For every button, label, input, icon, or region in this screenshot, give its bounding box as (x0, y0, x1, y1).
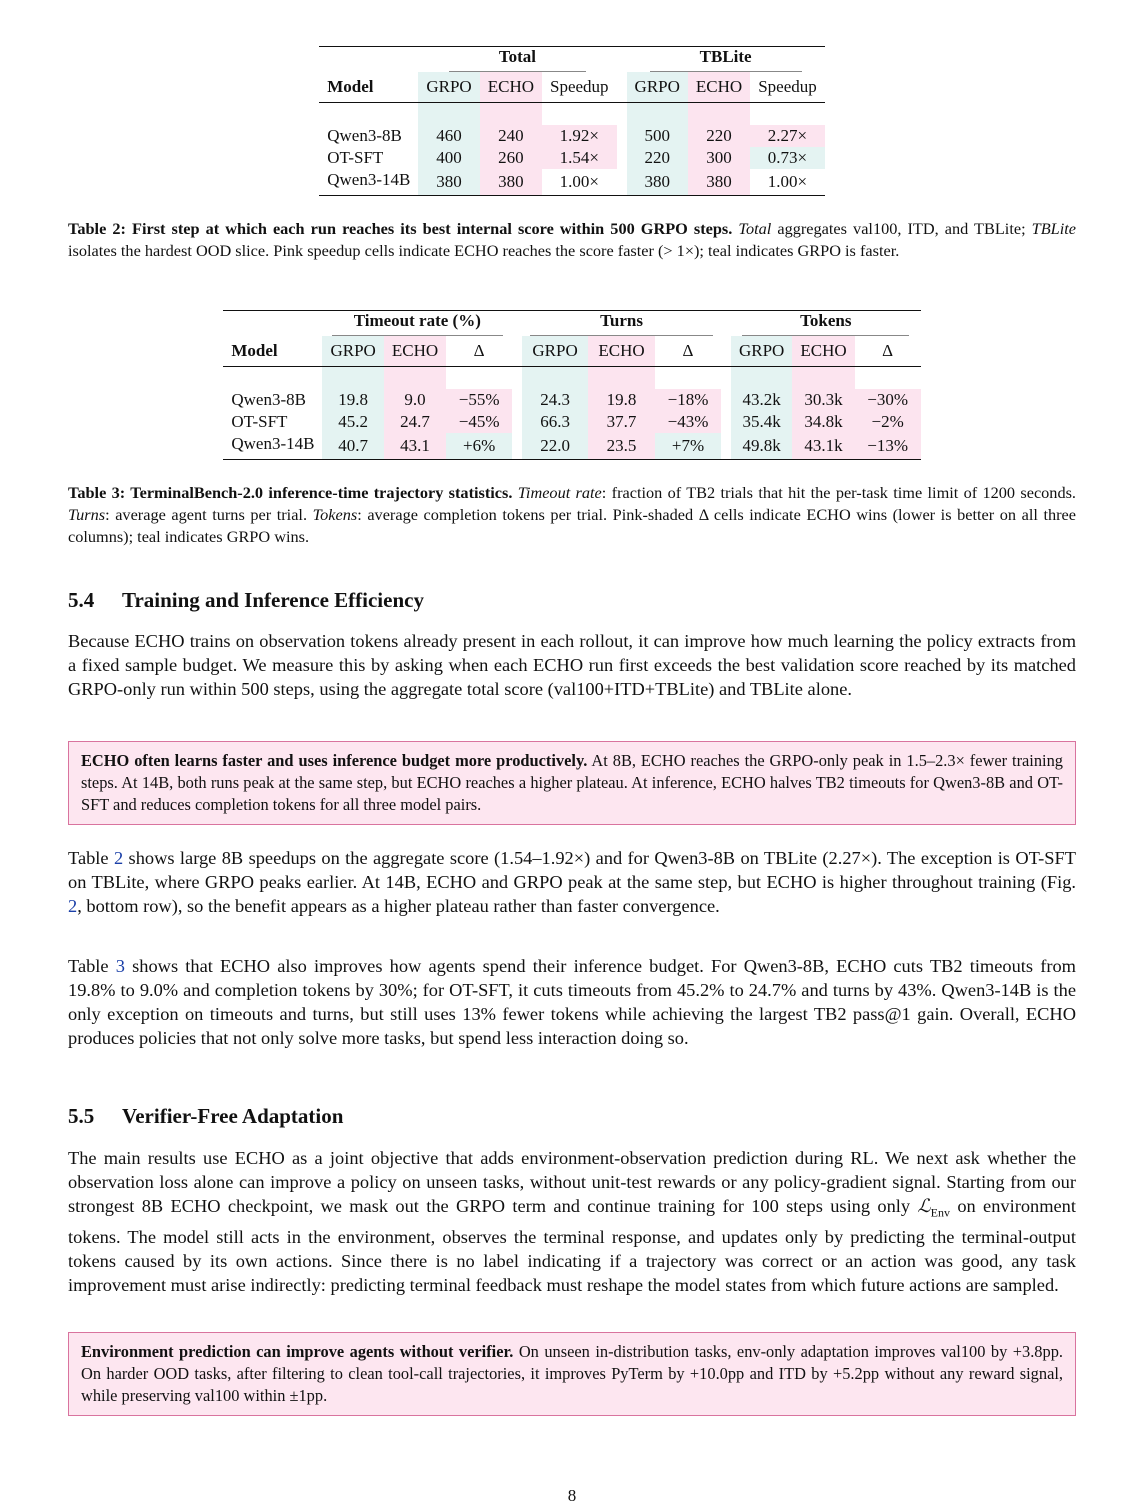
table-row: Qwen3-14B 380 380 1.00× 380 380 1.00× (319, 169, 824, 196)
table-3-col-model: Model (231, 341, 278, 360)
section-5-4-paragraph-2: Table 2 shows large 8B speedups on the aggregate score (1.54–1.92×) and for Qwen3-8B on TBLite (2.27×). The exception is OT-SFT on TBLite, where GRPO peaks earlier. At 14B, ECHO and GRPO peak at the same step, but ECHO is higher throughout training (Fig. 2, bottom row), so the benefit appears as a higher plateau rather than faster convergence. (68, 848, 1076, 916)
table-2-grid (319, 46, 824, 196)
table-3 (68, 310, 1076, 460)
table-3-group-turns: Turns (530, 311, 713, 336)
page-number: 8 (567, 1486, 577, 1505)
table-row: Qwen3-14B 40.7 43.1 +6% 22.0 23.5 +7% 49.8k 43.1k −13% (223, 433, 920, 460)
table-2-caption: Table 2: First step at which each run reaches its best internal score within 500 GRPO steps. Total aggregates val100, ITD, and TBLite; TBLite isolates the hardest OOD slice. Pink speedup cells indicate ECHO reaches the score faster (> 1×); teal indicates GRPO is faster. (68, 219, 1077, 260)
table-2-col-echo: ECHO (480, 72, 542, 103)
section-5-5-heading: 5.5 Verifier-Free Adaptation (68, 1104, 344, 1128)
table-2 (68, 46, 1076, 196)
table-3-grid: Timeout rate (%) Turns Tokens Model GRPO ECHO Δ GRPO ECHO Δ GRPO ECHO Δ Qwen3-8B 19.8 9.0 −55% 24.3 19.8 −18% 43.2k 30.3k −30% OT-SFT 45.2 24.7 −45% 66.3 37.7 −43% 35.4k 34.8k −2% Qwen3-14B 40.7 43.1 +6% 22.0 23.5 +7% 49.8k 43.1k −13% (223, 310, 920, 460)
table-row: OT-SFT 45.2 24.7 −45% 66.3 37.7 −43% 35.4k 34.8k −2% (223, 411, 920, 433)
figure-2-link[interactable]: 2 (68, 896, 78, 916)
table-2-group-tblite: TBLite (650, 47, 802, 72)
table-2-group-total: Total (449, 47, 586, 72)
table-2-link[interactable]: 2 (113, 848, 124, 868)
table-3-link[interactable]: 3 (115, 956, 125, 976)
table-2-col-speedup: Speedup (550, 77, 609, 96)
section-5-4-heading: 5.4 Training and Inference Efficiency (68, 588, 424, 612)
table-2-col-echo: ECHO (688, 72, 750, 103)
section-5-4-paragraph-1: Because ECHO trains on observation tokens already present in each rollout, it can improve how much learning the policy extracts from a fixed sample budget. We measure this by asking when each ECHO run first exceeds the best validation score reached by its matched GRPO-only run within 500 steps, using the aggregate total score (val100+ITD+TBLite) and TBLite alone. (68, 631, 1076, 699)
table-3-caption: Table 3: TerminalBench-2.0 inference-time trajectory statistics. Timeout rate: fraction of TB2 trials that hit the per-task time limit of 1200 seconds. Turns: average agent turns per trial. Tokens: average completion tokens per trial. Pink-shaded Δ cells indicate ECHO wins (lower is better on all three columns); teal indicates GRPO wins. (68, 483, 1076, 546)
table-2-col-grpo: GRPO (627, 72, 688, 103)
table-row: Qwen3-8B 460 240 1.92× 500 220 2.27× (319, 125, 824, 147)
loss-symbol: ℒ (917, 1196, 931, 1216)
table-2-col-model: Model (327, 77, 374, 96)
table-3-group-tokens: Tokens (742, 311, 909, 336)
key-finding-box-2: Environment prediction can improve agents without verifier. On unseen in-distribution tasks, env-only adaptation improves val100 by +3.8pp. On harder OOD tasks, after filtering to clean tool-call trajectories, it improves PyTerm by +10.0pp and ITD by +5.2pp without any reward signal, while preserving val100 within ±1pp. (68, 1332, 1076, 1416)
section-5-5-paragraph-1: The main results use ECHO as a joint objective that adds environment-observation prediction during RL. We next ask whether the observation loss alone can improve a policy on unseen tasks, without unit-test rewards or any policy-gradient signal. Starting from our strongest 8B ECHO checkpoint, we mask out the GRPO term and continue training for 100 steps using only ℒ$_{Env}$ on environment tokens. The model still acts in the environment, observes the terminal response, and updates only by predicting the terminal-output tokens caused by its own actions. Since there is no label indicating if a trajectory was correct or an action was good, any task improvement must arise indirectly: predicting terminal feedback must reshape the model states from which future actions are sampled. (68, 1148, 1076, 1295)
section-5-4-paragraph-3: Table 3 shows that ECHO also improves how agents spend their inference budget. For Qwen3-8B, ECHO cuts TB2 timeouts from 19.8% to 9.0% and completion tokens by 30%; for OT-SFT, it cuts timeouts from 45.2% to 24.7% and turns by 43%. Qwen3-14B is the only exception on timeouts and turns, but still uses 13% fewer tokens while achieving the largest TB2 pass@1 gain. Overall, ECHO produces policies that not only solve more tasks, but spend less interaction doing so. (68, 956, 1076, 1048)
table-3-group-timeout: Timeout rate (%) (332, 311, 503, 336)
key-finding-box-1: ECHO often learns faster and uses inference budget more productively. At 8B, ECHO reaches the GRPO-only peak in 1.5–2.3× fewer training steps. At 14B, both runs peak at the same step, but ECHO reaches a higher plateau. At inference, ECHO halves TB2 timeouts for Qwen3-8B and OT-SFT and reduces completion tokens for all three model pairs. (68, 741, 1076, 825)
table-row: Qwen3-8B 19.8 9.0 −55% 24.3 19.8 −18% 43.2k 30.3k −30% (223, 389, 920, 411)
table-2-col-speedup: Speedup (758, 77, 817, 96)
table-2-col-grpo: GRPO (418, 72, 479, 103)
table-row: OT-SFT 400 260 1.54× 220 300 0.73× (319, 147, 824, 169)
